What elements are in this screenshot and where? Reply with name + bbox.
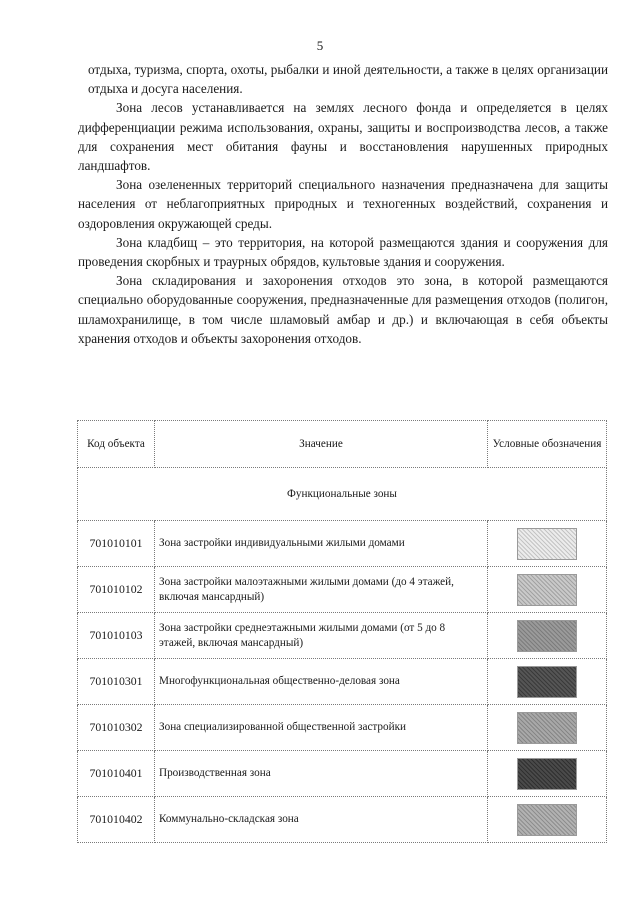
- object-code: 701010103: [78, 613, 155, 659]
- zone-meaning: Производственная зона: [155, 751, 488, 797]
- zone-meaning: Зона застройки индивидуальными жилыми домами: [155, 521, 488, 567]
- section-row: [78, 468, 607, 521]
- table-row: [78, 613, 607, 659]
- zone-meaning: Зона застройки малоэтажными жилыми домами (до 4 этажей, включая мансардный): [155, 567, 488, 613]
- symbol-cell: [488, 751, 607, 797]
- object-code: 701010301: [78, 659, 155, 705]
- zone-meaning: Коммунально-складская зона: [155, 797, 488, 843]
- zone-swatch: [517, 712, 577, 744]
- object-code: 701010401: [78, 751, 155, 797]
- object-code: 701010302: [78, 705, 155, 751]
- page-number: 5: [316, 38, 324, 53]
- paragraph-recreation-continuation: отдыха, туризма, спорта, охоты, рыбалки и иной деятельности, а также в целях организации отдыха и досуга населения.: [88, 62, 608, 97]
- zone-swatch: [517, 528, 577, 560]
- symbol-cell: [488, 567, 607, 613]
- header-meaning: Значение: [155, 421, 488, 468]
- paragraph-cemetery-zone: Зона кладбищ – это территория, на которой размещаются здания и сооружения для проведения скорбных и траурных обрядов, культовые здания и сооружения.: [78, 234, 608, 270]
- legend-rows: [78, 521, 607, 843]
- symbol-cell: [488, 521, 607, 567]
- table-header-row: [78, 421, 607, 468]
- table-row: [78, 567, 607, 613]
- zone-meaning: Многофункциональная общественно-деловая зона: [155, 659, 488, 705]
- body-text: [78, 60, 608, 348]
- zone-swatch: [517, 804, 577, 836]
- table-row: [78, 659, 607, 705]
- section-title: Функциональные зоны: [78, 468, 607, 521]
- zone-swatch: [517, 758, 577, 790]
- symbol-cell: [488, 797, 607, 843]
- table-row: [78, 751, 607, 797]
- table-row: [78, 521, 607, 567]
- object-code: 701010101: [78, 521, 155, 567]
- paragraph-waste-zone: Зона складирования и захоронения отходов это зона, в которой размещаются специально оборудованные сооружения, предназначенные для размещения отходов (полигон, шламохранилище, в том числе шламовый амбар и др.) и включающая в себя объекты хранения отходов и объекты захоронения отходов.: [78, 273, 608, 346]
- object-code: 701010402: [78, 797, 155, 843]
- table-row: [78, 705, 607, 751]
- zone-meaning: Зона застройки среднеэтажными жилыми домами (от 5 до 8 этажей, включая мансардный): [155, 613, 488, 659]
- paragraph-green-zone: Зона озелененных территорий специального назначения предназначена для защиты населения от неблагоприятных природных и техногенных воздействий, сохранения и оздоровления окружающей среды.: [78, 177, 608, 231]
- object-code: 701010102: [78, 567, 155, 613]
- zone-meaning: Зона специализированной общественной застройки: [155, 705, 488, 751]
- zone-swatch: [517, 666, 577, 698]
- symbol-cell: [488, 659, 607, 705]
- zone-swatch: [517, 620, 577, 652]
- table-row: [78, 797, 607, 843]
- legend-table: [77, 420, 607, 843]
- symbol-cell: [488, 705, 607, 751]
- paragraph-forest-zone: Зона лесов устанавливается на землях лесного фонда и определяется в целях дифференциации режима использования, охраны, защиты и воспроизводства лесов, а также для сохранения мест обитания фауны и восстановления нарушенных природных ландшафтов.: [78, 100, 608, 174]
- zone-swatch: [517, 574, 577, 606]
- symbol-cell: [488, 613, 607, 659]
- header-symbol: Условные обозначения: [488, 421, 607, 468]
- header-code: Код объекта: [78, 421, 155, 468]
